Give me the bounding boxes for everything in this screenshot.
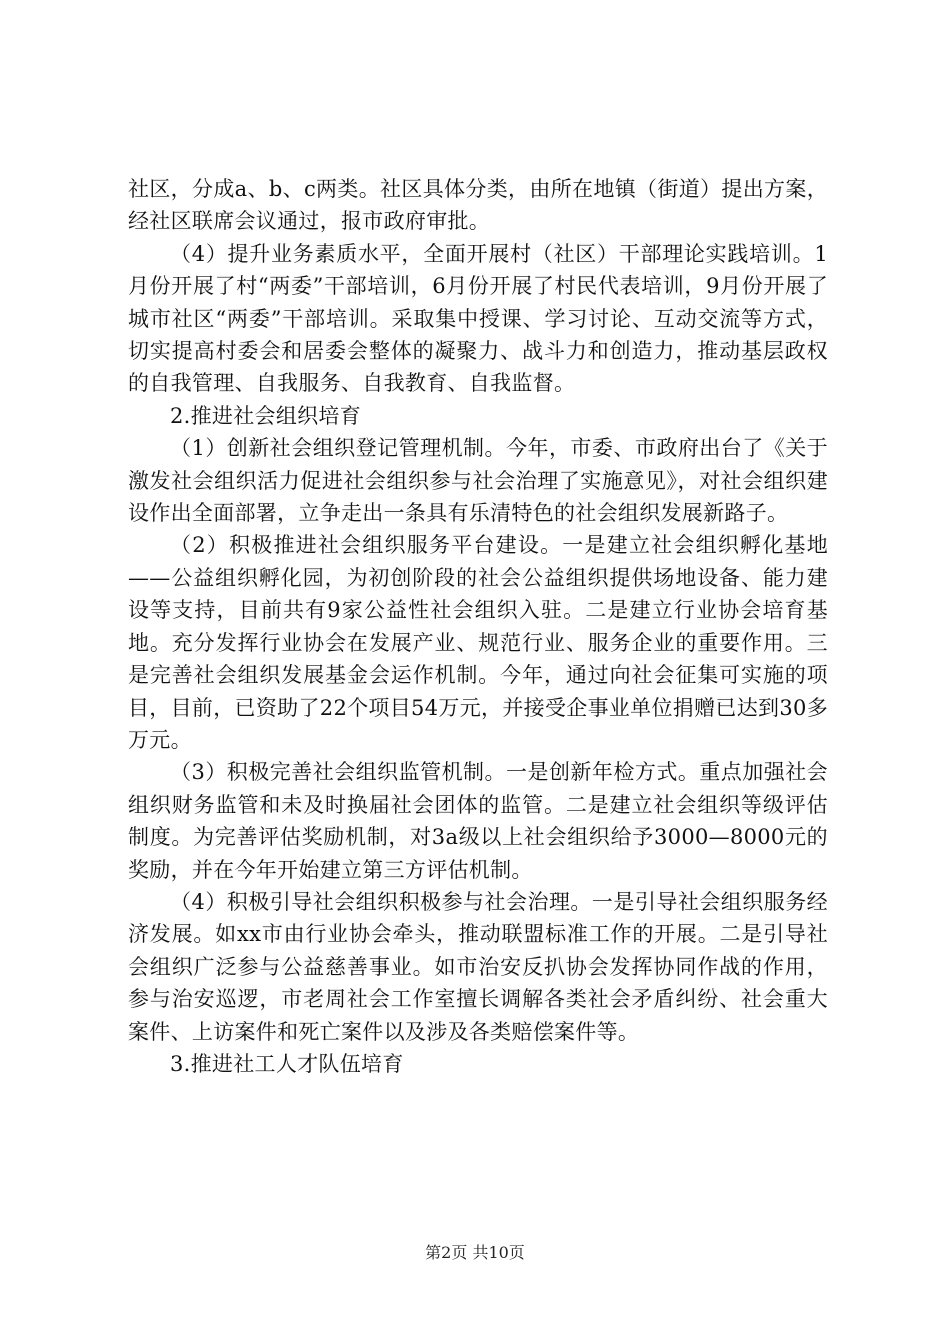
section-heading-social-organizations: 2.推进社会组织培育	[170, 403, 362, 428]
document-body	[128, 173, 828, 1080]
paragraph-supervision-mechanism: （3）积极完善社会组织监管机制。一是创新年检方式。重点加强社会组织财务监管和未及时换届社会团体的监管。二是建立社会组织等级评估制度。为完善评估奖励机制，对3a级以上社会组织给予3000—8000元的奖励，并在今年开始建立第三方评估机制。	[128, 760, 828, 882]
page-number-footer: 第2页 共10页	[425, 1243, 525, 1262]
paragraph-service-platform: （2）积极推进社会组织服务平台建设。一是建立社会组织孵化基地——公益组织孵化园，为初创阶段的社会公益组织提供场地设备、能力建设等支持，目前共有9家公益性社会组织入驻。二是建立行业协会培育基地。充分发挥行业协会在发展产业、规范行业、服务企业的重要作用。三是完善社会组织发展基金会运作机制。今年，通过向社会征集可实施的项目，目前，已资助了22个项目54万元，并接受企事业单位捐赠已达到30多万元。	[128, 533, 828, 752]
paragraph-training: （4）提升业务素质水平，全面开展村（社区）干部理论实践培训。1月份开展了村“两委”干部培训，6月份开展了村民代表培训，9月份开展了城市社区“两委”干部培训。采取集中授课、学习讨论、互动交流等方式，切实提高村委会和居委会整体的凝聚力、战斗力和创造力，推动基层政权的自我管理、自我服务、自我教育、自我监督。	[128, 241, 828, 396]
paragraph-continuation: 社区，分成a、b、c两类。社区具体分类，由所在地镇（街道）提出方案，经社区联席会议通过，报市政府审批。	[128, 177, 828, 234]
paragraph-social-governance: （4）积极引导社会组织积极参与社会治理。一是引导社会组织服务经济发展。如xx市由行业协会牵头，推动联盟标准工作的开展。二是引导社会组织广泛参与公益慈善事业。如市治安反扒协会发挥协同作战的作用，参与治安巡逻，市老周社会工作室擅长调解各类社会矛盾纠纷、社会重大案件、上访案件和死亡案件以及涉及各类赔偿案件等。	[128, 889, 828, 1044]
paragraph-registration-mechanism: （1）创新社会组织登记管理机制。今年，市委、市政府出台了《关于激发社会组织活力促进社会组织参与社会治理了实施意见》，对社会组织建设作出全面部署，立争走出一条具有乐清特色的社会组织发展新路子。	[128, 436, 828, 526]
section-heading-social-workers: 3.推进社工人才队伍培育	[170, 1051, 404, 1076]
